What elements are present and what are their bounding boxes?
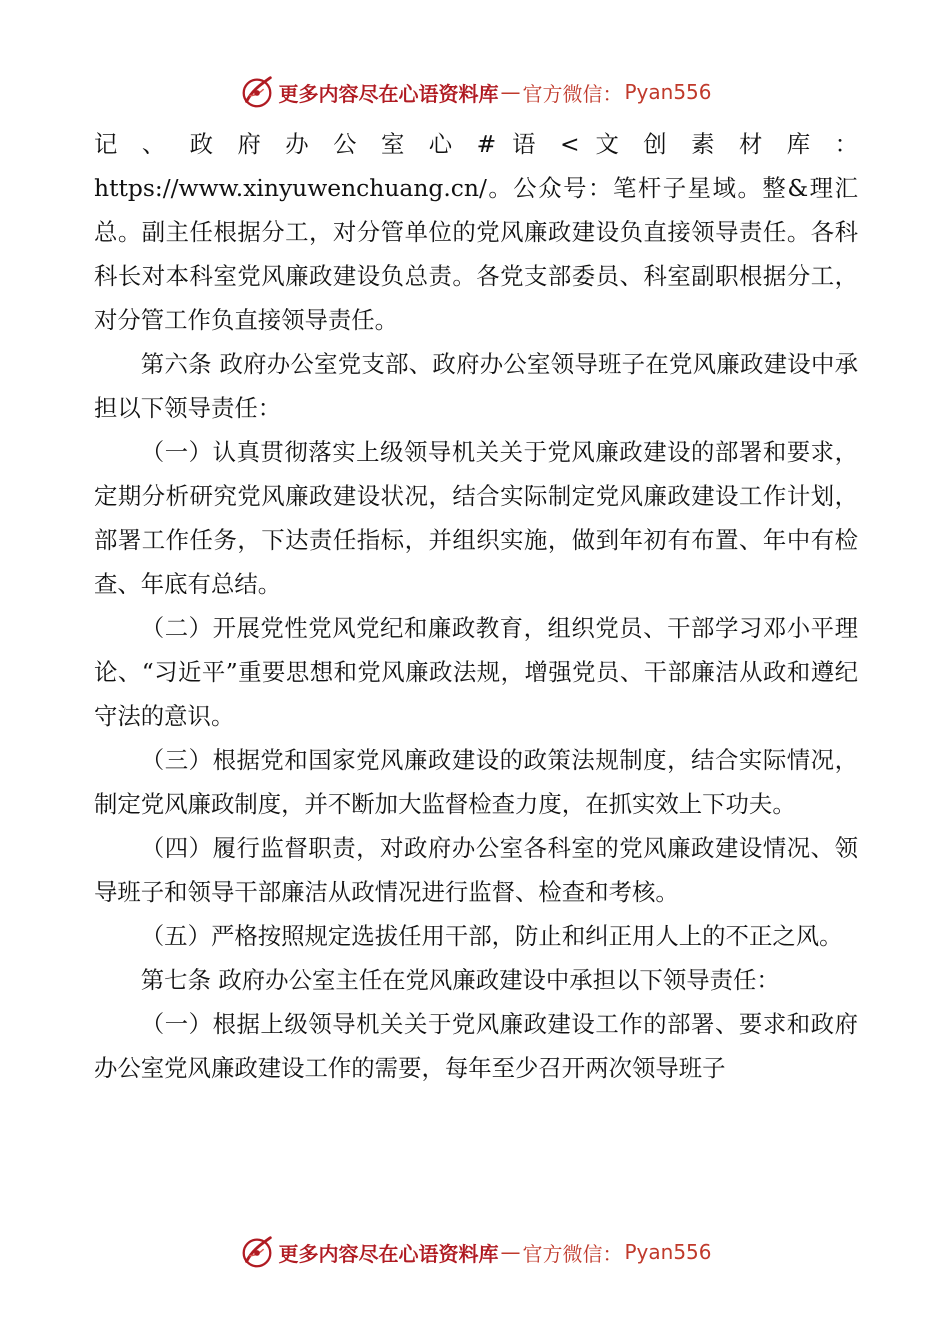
brush-logo-icon [238,73,276,111]
article-6-item-3: （三）根据党和国家党风廉政建设的政策法规制度，结合实际情况，制定党风廉政制度，并不断加大监督检查力度，在抓实效上下功夫。 [94,746,858,818]
article-7-item-1: （一）根据上级领导机关关于党风廉政建设工作的部署、要求和政府办公室党风廉政建设工作的需要，每年至少召开两次领导班子 [94,1010,858,1082]
article-6-item-4: （四）履行监督职责，对政府办公室各科室的党风廉政建设情况、领导班子和领导干部廉洁从政情况进行监督、检查和考核。 [94,834,858,906]
article-7-heading: 第七条 政府办公室主任在党风廉政建设中承担以下领导责任： [140,966,780,994]
document-body [94,122,858,1090]
banner-wechat-id: Pyan556 [624,80,712,104]
brush-logo-icon [238,1233,276,1271]
header-banner [0,72,950,112]
banner-wechat-label: 官方微信： [522,81,623,106]
article-6-heading: 第六条 政府办公室党支部、政府办公室领导班子在党风廉政建设中承担以下领导责任： [94,350,858,422]
footer-banner [0,1232,950,1272]
paragraph-0: 记 、 政 府 办 公 室 心 # 语 < 文 创 素 材 库 ： https://www.xinyuwenchuang.cn/。公众号：笔杆子星域。整&理汇总。副主任根据分工，对分管单位的党风廉政建设负直接领导责任。各科科长对本科室党风廉政建设负总责。各党支部委员、科室副职根据分工，对分管工作负直接领导责任。 [94,130,858,334]
banner-wechat-label: 官方微信： [522,1241,623,1266]
banner-title: 更多内容尽在心语资料库 [278,1241,499,1266]
article-6-item-2: （二）开展党性党风党纪和廉政教育，组织党员、干部学习邓小平理论、“习近平”重要思想和党风廉政法规，增强党员、干部廉洁从政和遵纪守法的意识。 [94,614,858,730]
banner-title: 更多内容尽在心语资料库 [278,81,499,106]
banner-dash: — [500,1240,521,1264]
article-6-item-5: （五）严格按照规定选拔任用干部，防止和纠正用人上的不正之风。 [140,922,843,950]
banner-wechat-id: Pyan556 [624,1240,712,1264]
banner-dash: — [500,80,521,104]
article-6-item-1: （一）认真贯彻落实上级领导机关关于党风廉政建设的部署和要求，定期分析研究党风廉政建设状况，结合实际制定党风廉政建设工作计划，部署工作任务，下达责任指标，并组织实施，做到年初有布置、年中有检查、年底有总结。 [94,438,858,598]
